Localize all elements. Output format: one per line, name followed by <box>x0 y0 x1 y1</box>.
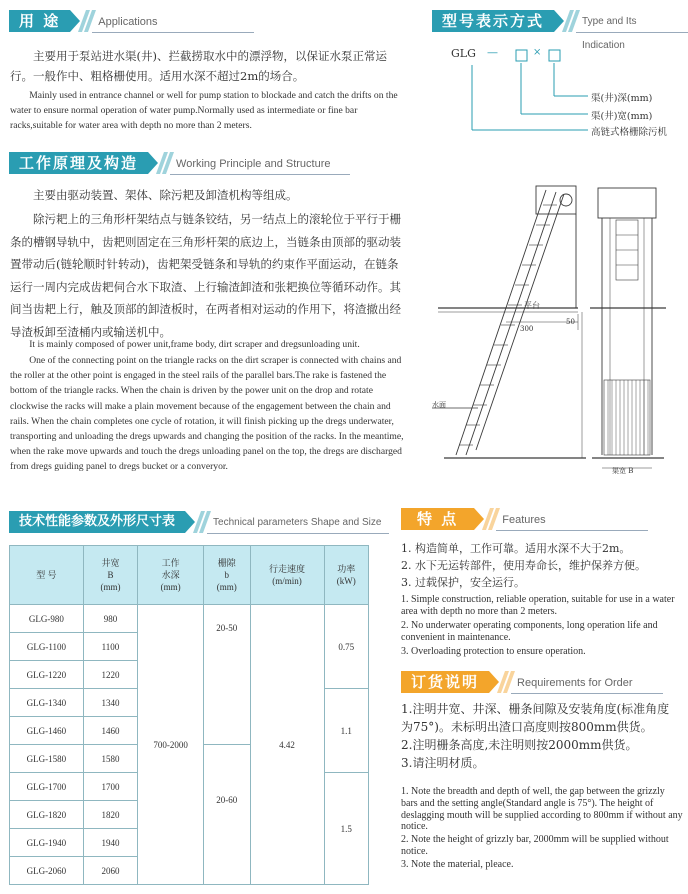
header-model <box>10 546 84 605</box>
cell-model: GLG-1100 <box>10 633 84 661</box>
drawing-dim-width: 渠宽 B <box>612 467 634 475</box>
header-gap-l3: (mm) <box>216 582 237 592</box>
cell-gap-2: 20-60 <box>204 745 250 885</box>
type-cn-title: 型号表示方式 <box>432 10 554 32</box>
cell-width: 1460 <box>83 717 137 745</box>
cell-model: GLG-980 <box>10 605 84 633</box>
list-item: 3.请注明材质。 <box>401 756 485 770</box>
header-depth-l2: 水深 <box>161 570 180 580</box>
cell-model: GLG-1340 <box>10 689 84 717</box>
drawing-dim-50: 50 <box>566 318 575 326</box>
header-depth <box>138 546 204 605</box>
header-depth-l1: 工作 <box>161 558 180 568</box>
order-en-list <box>401 786 683 871</box>
drawing-dim-300: 300 <box>520 325 534 333</box>
list-item: 3. Overloading protection to ensure operation. <box>401 646 586 657</box>
header-speed-l1: 行走速度 <box>269 564 306 574</box>
cell-model: GLG-1820 <box>10 801 84 829</box>
principle-cn-title: 工作原理及构造 <box>9 152 148 174</box>
cell-model: GLG-1220 <box>10 661 84 689</box>
machine-drawing <box>418 180 683 475</box>
cell-gap-1: 20-50 <box>204 605 250 745</box>
cell-width: 1220 <box>83 661 137 689</box>
type-banner <box>432 10 688 51</box>
depth-box <box>549 50 560 61</box>
list-item: 3. Note the material, pleace. <box>401 858 514 870</box>
applications-cn-title: 用 途 <box>9 10 70 32</box>
cell-width: 1700 <box>83 773 137 801</box>
header-power-l2: (kW) <box>336 576 356 586</box>
header-gap <box>204 546 250 605</box>
specs-banner <box>9 511 389 533</box>
principle-en-p2: One of the connecting point on the triangle racks on the dirt scraper is connected with chains and the roller at the other point is engaged in the steel rails of the parallel bars.The rake is fastened the bottom of the triangle racks. When the chain is driven by the power unit on the drop and rotate clockwise the racks will make a plain movement because of the engagement between the chain and rails. When the chain completes one cycle of rotation, it will finish picking up the dregs underwater, transporting and unloading the dregs upwards and changing the position of the racks. In the meantime, when the rake move upwards and touch the dregs unloading panel on the top, the dregs are discharged from dregs guiding panel to dregs bucket or a converyor. <box>10 355 404 473</box>
cell-width: 2060 <box>83 857 137 885</box>
cell-power-2: 1.1 <box>324 689 368 773</box>
features-banner <box>401 508 648 530</box>
order-banner <box>401 671 663 693</box>
list-item: 2. No underwater operating components, long operation life and convenient in maintenance. <box>401 620 658 643</box>
cell-depth: 700-2000 <box>138 605 204 885</box>
list-item: 1. Note the breadth and depth of well, the gap between the grizzly bars and the setting angle(Standard angle is 75°). The height of deslagging mouth will be supplied according to 800mm if without any notice. <box>401 786 683 833</box>
cell-model: GLG-1940 <box>10 829 84 857</box>
drawing-water-label: 水面 <box>432 401 446 409</box>
header-power <box>324 546 368 605</box>
drawing-platform-label: 平台 <box>524 301 540 310</box>
cell-power-3: 1.5 <box>324 773 368 885</box>
principle-cn-p2: 除污耙上的三角形杆架结点与链条铰结，另一结点上的滚轮位于平行于栅条的槽钢导轨中，齿耙则固定在三角形杆架的底边上，当链条由顶部的驱动装置带动后(链轮顺时针转动)，齿耙架受链条和导轨的约束作平面运动，在链条运行一周内完成齿耙伺合水下取渣、上行输渣卸渣和张耙换位等循环动作。其间当齿耙上行，触及顶部的卸渣板时，在两者相对运动的作用下，将渣撤出经导渣板卸至渣桶内或输送机中。 <box>10 212 401 339</box>
cell-model: GLG-1700 <box>10 773 84 801</box>
applications-cn-text: 主要用于泵站进水渠(井)、拦截捞取水中的漂浮物，以保证水泵正常运行。一般作中、粗格栅使用。适用水深不超过2m的场合。 <box>10 49 387 83</box>
list-item: 1. 构造简单，工作可靠。适用水深不大于2m。 <box>401 542 631 555</box>
principle-cn-p1: 主要由驱动装置、架体、除污耙及卸渣机构等组成。 <box>33 188 298 202</box>
cell-model: GLG-1460 <box>10 717 84 745</box>
features-cn-list <box>401 540 683 591</box>
header-model-text: 型 号 <box>36 570 57 580</box>
list-item: 2.注明栅条高度,未注明则按2000mm供货。 <box>401 738 638 752</box>
header-width-l1: 井宽 <box>101 558 120 568</box>
applications-en-title: Applications <box>92 10 254 33</box>
features-cn-title: 特 点 <box>401 508 474 530</box>
cell-width: 1100 <box>83 633 137 661</box>
table-row <box>10 605 369 633</box>
features-en-title: Features <box>496 508 648 531</box>
order-cn-list <box>401 700 681 772</box>
header-gap-l2: b <box>224 570 230 580</box>
spec-table-header <box>10 546 369 605</box>
type-label-depth: 渠(井)深(mm) <box>591 93 653 104</box>
cell-width: 1580 <box>83 745 137 773</box>
list-item: 1.注明井宽、井深、栅条间隙及安装角度(标准角度为75°)。未标明出渣口高度则按800mm供货。 <box>401 702 670 734</box>
header-gap-l1: 栅隙 <box>217 558 236 568</box>
type-label-name: 高链式格栅除污机 <box>591 127 668 138</box>
type-en-title: Type and Its Indication <box>576 10 688 33</box>
features-en-list <box>401 594 681 658</box>
cell-width: 1820 <box>83 801 137 829</box>
order-cn-title: 订货说明 <box>401 671 489 693</box>
list-item: 2. Note the height of grizzly bar, 2000mm will be supplied without notice. <box>401 834 669 857</box>
cell-width: 1340 <box>83 689 137 717</box>
cell-width: 1940 <box>83 829 137 857</box>
principle-en-p1: It is mainly composed of power unit,frame body, dirt scraper and dregsunloading unit. <box>29 339 360 350</box>
specs-cn-title: 技术性能参数及外形尺寸表 <box>9 511 185 533</box>
specs-en-title: Technical parameters Shape and Size <box>207 511 389 534</box>
header-width-l3: (mm) <box>100 582 121 592</box>
header-speed-l2: (m/min) <box>272 576 302 586</box>
cell-speed: 4.42 <box>250 605 324 885</box>
list-item: 3. 过载保护，安全运行。 <box>401 576 525 589</box>
type-label-width: 渠(井)宽(mm) <box>591 111 653 122</box>
type-dash: — <box>487 46 498 59</box>
list-item: 1. Simple construction, reliable operation, suitable for use in a water area with depth no more than 2 meters. <box>401 594 675 617</box>
applications-banner <box>9 10 254 32</box>
type-code: GLG <box>451 47 476 60</box>
applications-en-text: Mainly used in entrance channel or well for pump station to blockade and catch the drifts on the water to ensure normal operation of water pump.Normally used as intermediate or fine bar racks,suitable for water area with depth no more than 2 meters. <box>10 90 398 132</box>
header-speed <box>250 546 324 605</box>
width-box <box>516 50 527 61</box>
header-width <box>83 546 137 605</box>
list-item: 2. 水下无运转部件，使用寿命长，维护保养方便。 <box>401 559 646 572</box>
principle-en-title: Working Principle and Structure <box>170 152 350 175</box>
type-times: × <box>533 47 542 58</box>
cell-power-1: 0.75 <box>324 605 368 689</box>
spec-table <box>9 545 369 885</box>
principle-banner <box>9 152 350 174</box>
header-depth-l3: (mm) <box>160 582 181 592</box>
header-width-l2: B <box>107 570 114 580</box>
cell-model: GLG-2060 <box>10 857 84 885</box>
cell-width: 980 <box>83 605 137 633</box>
header-power-l1: 功率 <box>337 564 356 574</box>
cell-model: GLG-1580 <box>10 745 84 773</box>
order-en-title: Requirements for Order <box>511 671 663 694</box>
